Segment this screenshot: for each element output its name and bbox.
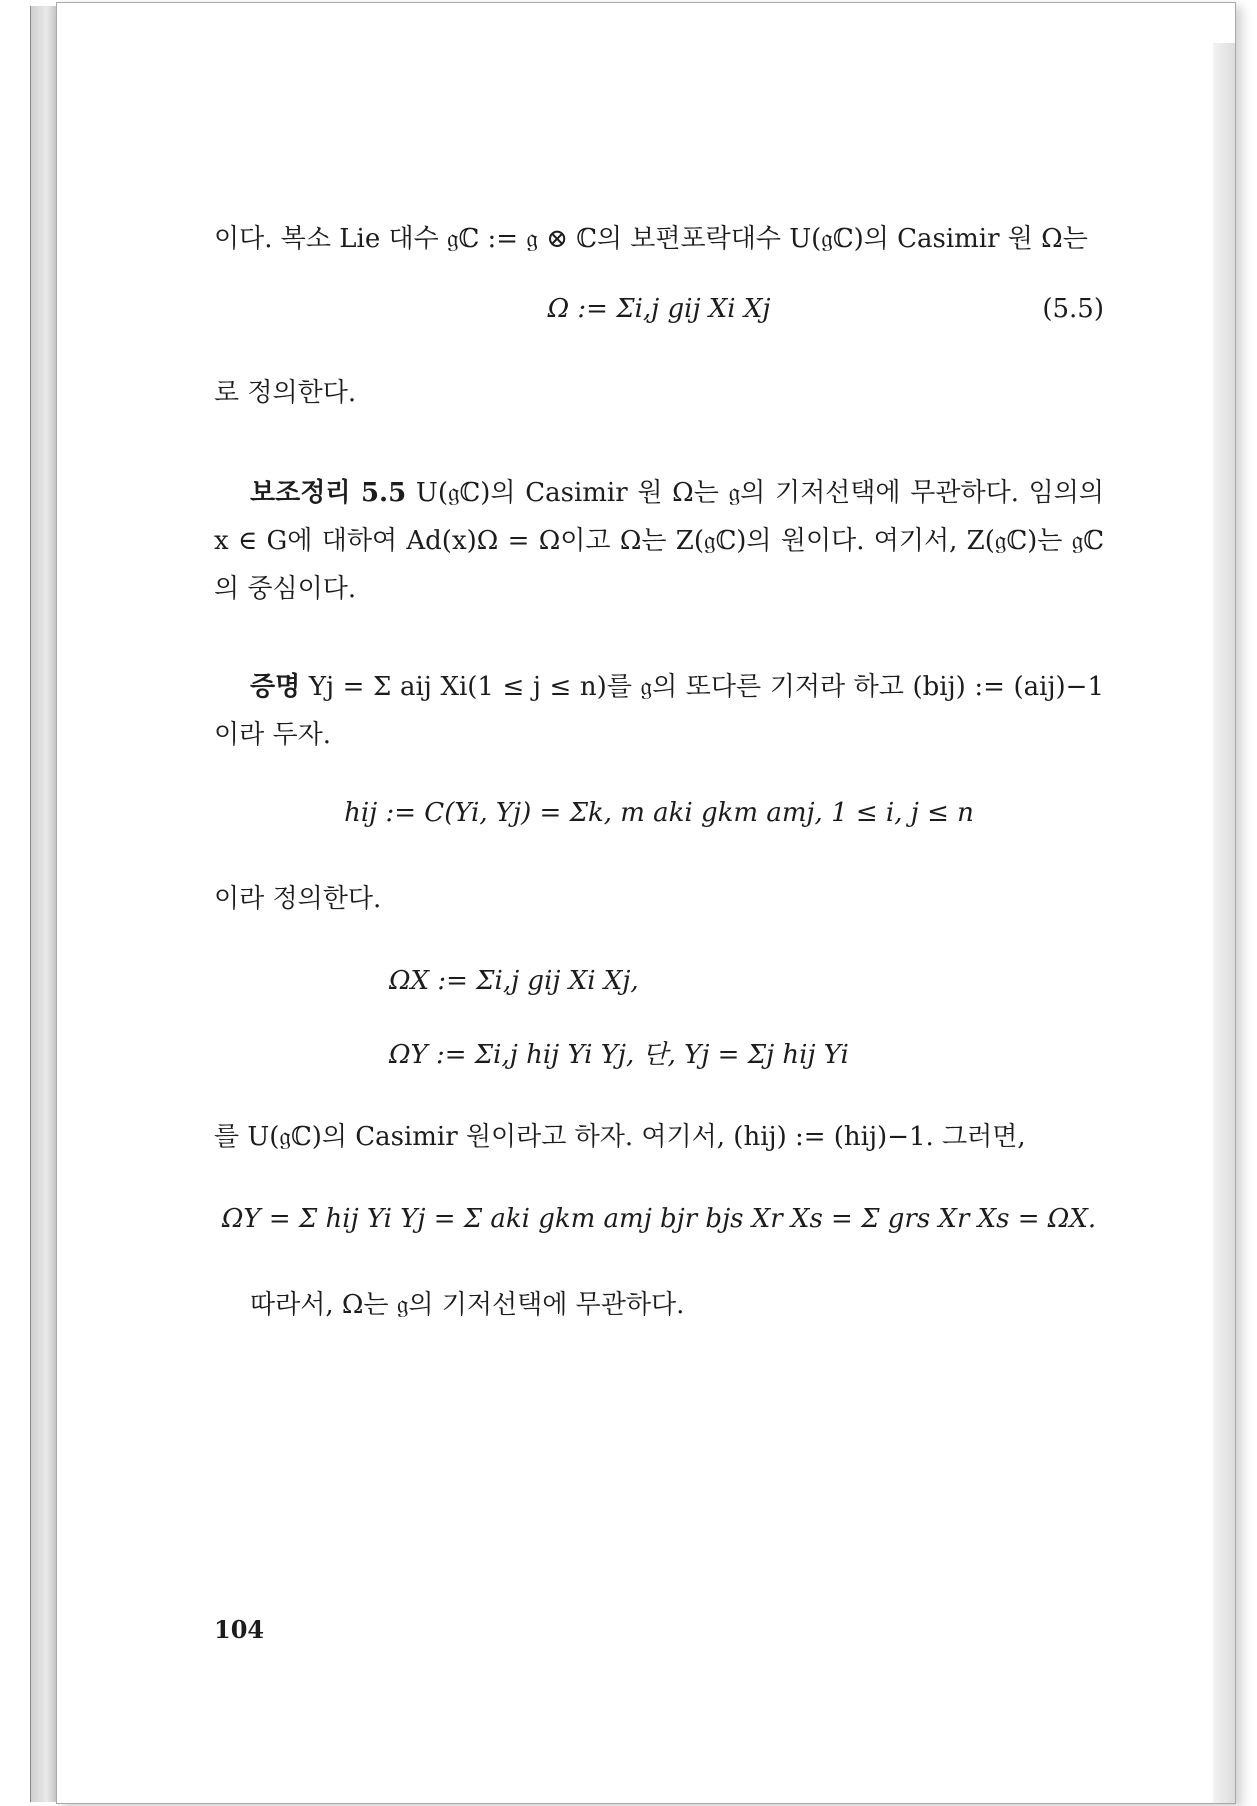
casimir-paragraph: 를 U(𝔤ℂ)의 Casimir 원이라고 하자. 여기서, (hij) := (hij)−1. 그러면, <box>214 1122 1026 1152</box>
page-content <box>214 215 1104 1329</box>
equation-number: (5.5) <box>1042 294 1104 324</box>
page-edge-shadow <box>1213 43 1235 1803</box>
lemma-paragraph <box>214 469 1104 613</box>
definition-line: 로 정의한다. <box>214 378 357 408</box>
equation-omega-y: ΩY := Σi,j hij Yi Yj, 단, Yj = Σj hij Yi <box>389 1040 849 1070</box>
proof-label: 증명 <box>250 672 301 702</box>
equation-text: Ω := Σi,j gij Xi Xj <box>547 294 771 324</box>
definition-line-2: 이라 정의한다. <box>214 884 382 914</box>
equation-h: hij := C(Yi, Yj) = Σk, m aki gkm amj, 1 ≤ i, j ≤ n <box>344 798 974 828</box>
conclusion-line: 따라서, Ω는 𝔤의 기저선택에 무관하다. <box>250 1290 685 1320</box>
equation-omega-equality: ΩY = Σ hij Yi Yj = Σ aki gkm amj bjr bjs Xr Xs = Σ grs Xr Xs = ΩX. <box>221 1204 1097 1234</box>
proof-paragraph <box>214 663 1104 759</box>
equation-omega-x: ΩX := Σi,j gij Xi Xj, <box>389 966 639 996</box>
lemma-text: U(𝔤ℂ)의 Casimir 원 Ω는 𝔤의 기저선택에 무관하다. 임의의 x ∈ G에 대하여 Ad(x)Ω = Ω이고 Ω는 Z(𝔤ℂ)의 원이다. 여기서, Z(𝔤ℂ)는 𝔤ℂ의 중심이다. <box>214 478 1105 604</box>
lemma-label: 보조정리 5.5 <box>250 478 407 508</box>
page-number: 104 <box>214 1615 265 1644</box>
proof-text: Yj = Σ aij Xi(1 ≤ j ≤ n)를 𝔤의 또다른 기저라 하고 (bij) := (aij)−1이라 두자. <box>214 672 1104 750</box>
equation-5-5 <box>214 285 1104 333</box>
intro-paragraph: 이다. 복소 Lie 대수 𝔤ℂ := 𝔤 ⊗ ℂ의 보편포락대수 U(𝔤ℂ)의 Casimir 원 Ω는 <box>214 224 1088 254</box>
book-spine <box>30 6 59 1802</box>
